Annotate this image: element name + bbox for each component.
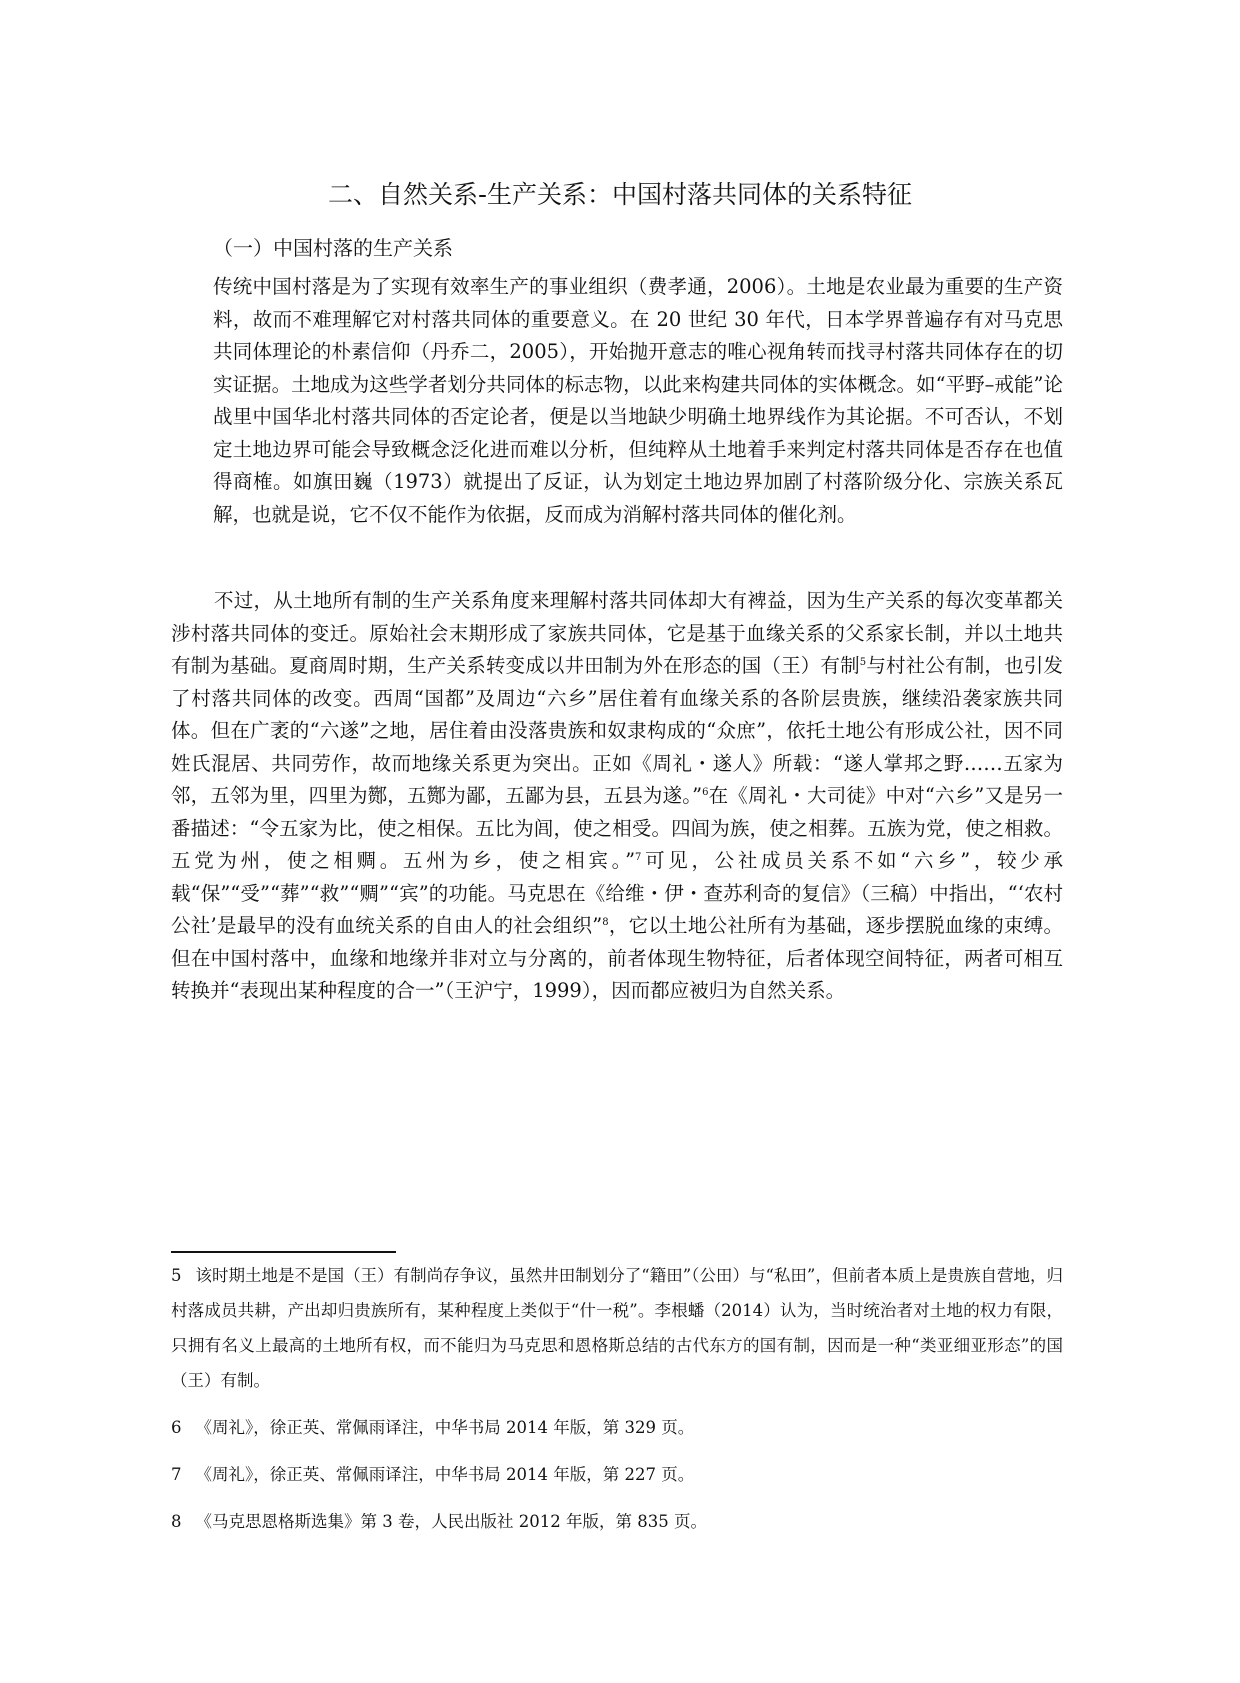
- footnote-number: 5: [171, 1266, 182, 1285]
- body-paragraph-2: [171, 585, 1063, 1008]
- footnote-text: 《周礼》，徐正英、常佩雨译注，中华书局 2014 年版，第 227 页。: [195, 1465, 695, 1484]
- paragraph-2-text-5: ，它以土地公社所有为基础，逐步摆脱血缘的束缚。但在中国村落中，血缘和地缘并非对立与分离的，前者体现生物特征，后者体现空间特征，两者可相互转换并“表现出某种程度的合一”（王沪宁，1999），因而都应被归为自然关系。: [171, 914, 1063, 1002]
- footnote-text: 《周礼》，徐正英、常佩雨译注，中华书局 2014 年版，第 329 页。: [195, 1418, 695, 1437]
- footnote-separator: [171, 1251, 396, 1253]
- paragraph-2-text-4: 可见，公社成员关系不如“六乡”，较少承载“保”“受”“葬”“救”“赒”“宾”的功能。马克思在《给维・伊・查苏利奇的复信》（三稿）中指出，“‘农村公社’是最早的没有血统关系的自由人的社会组织”: [171, 849, 1063, 937]
- body-paragraph-1: 传统中国村落是为了实现有效率生产的事业组织（费孝通，2006）。土地是农业最为重要的生产资料，故而不难理解它对村落共同体的重要意义。在 20 世纪 30 年代，日本学界普遍存有对马克思共同体理论的朴素信仰（丹乔二，2005），开始抛开意志的唯心视角转而找寻村落共同体存在的切实证据。土地成为这些学者划分共同体的标志物，以此来构建共同体的实体概念。如“平野–戒能”论战里中国华北村落共同体的否定论者，便是以当地缺少明确土地界线作为其论据。不可否认，不划定土地边界可能会导致概念泛化进而难以分析，但纯粹从土地着手来判定村落共同体是否存在也值得商榷。如旗田巍（1973）就提出了反证，认为划定土地边界加剧了村落阶级分化、宗族关系瓦解，也就是说，它不仅不能作为依据，反而成为消解村落共同体的催化剂。: [213, 275, 1063, 526]
- footnotes: [171, 1258, 1063, 1551]
- footnote-6: [171, 1410, 1063, 1445]
- paragraph-2-text-2: 与村社公有制，也引发了村落共同体的改变。西周“国都”及周边“六乡”居住着有血缘关系的各阶层贵族，继续沿袭家族共同体。但在广袤的“六遂”之地，居住着由没落贵族和奴隶构成的“众庶”，依托土地公有形成公社，因不同姓氏混居、共同劳作，故而地缘关系更为突出。正如《周礼・遂人》所载：“遂人掌邦之野……五家为邻，五邻为里，四里为酂，五酂为鄙，五鄙为县，五县为遂。”: [171, 654, 1063, 807]
- footnote-ref-6: 6: [702, 787, 709, 798]
- footnote-8: [171, 1504, 1063, 1539]
- footnote-text: 该时期土地是不是国（王）有制尚存争议，虽然井田制划分了“籍田”（公田）与“私田”，但前者本质上是贵族自营地，归村落成员共耕，产出却归贵族所有，某种程度上类似于“什一税”。李根蟠（2014）认为，当时统治者对土地的权力有限，只拥有名义上最高的土地所有权，而不能归为马克思和恩格斯总结的古代东方的国有制，因而是一种“类亚细亚形态”的国（王）有制。: [171, 1266, 1063, 1390]
- paragraph-2-text-3: 在《周礼・大司徒》中对“六乡”又是另一番描述：“令五家为比，使之相保。五比为闾，使之相受。四闾为族，使之相葬。五族为党，使之相救。五党为州，使之相赒。五州为乡，使之相宾。”: [171, 784, 1063, 872]
- paragraph-2-text-1: 不过，从土地所有制的生产关系角度来理解村落共同体却大有裨益，因为生产关系的每次变革都关涉村落共同体的变迁。原始社会末期形成了家族共同体，它是基于血缘关系的父系家长制，并以土地共有制为基础。夏商周时期，生产关系转变成以井田制为外在形态的国（王）有制: [171, 589, 1063, 677]
- footnote-ref-5: 5: [859, 657, 867, 668]
- footnote-ref-8: 8: [602, 917, 609, 928]
- footnote-number: 6: [171, 1418, 182, 1437]
- footnote-5: [171, 1258, 1063, 1398]
- subsection-heading: （一）中国村落的生产关系: [213, 236, 453, 260]
- section-title: 二、自然关系-生产关系：中国村落共同体的关系特征: [327, 180, 913, 209]
- footnote-number: 8: [171, 1512, 182, 1531]
- footnote-number: 7: [171, 1465, 182, 1484]
- footnote-7: [171, 1457, 1063, 1492]
- footnote-text: 《马克思恩格斯选集》第 3 卷，人民出版社 2012 年版，第 835 页。: [195, 1512, 707, 1531]
- footnote-ref-7: 7: [635, 852, 642, 863]
